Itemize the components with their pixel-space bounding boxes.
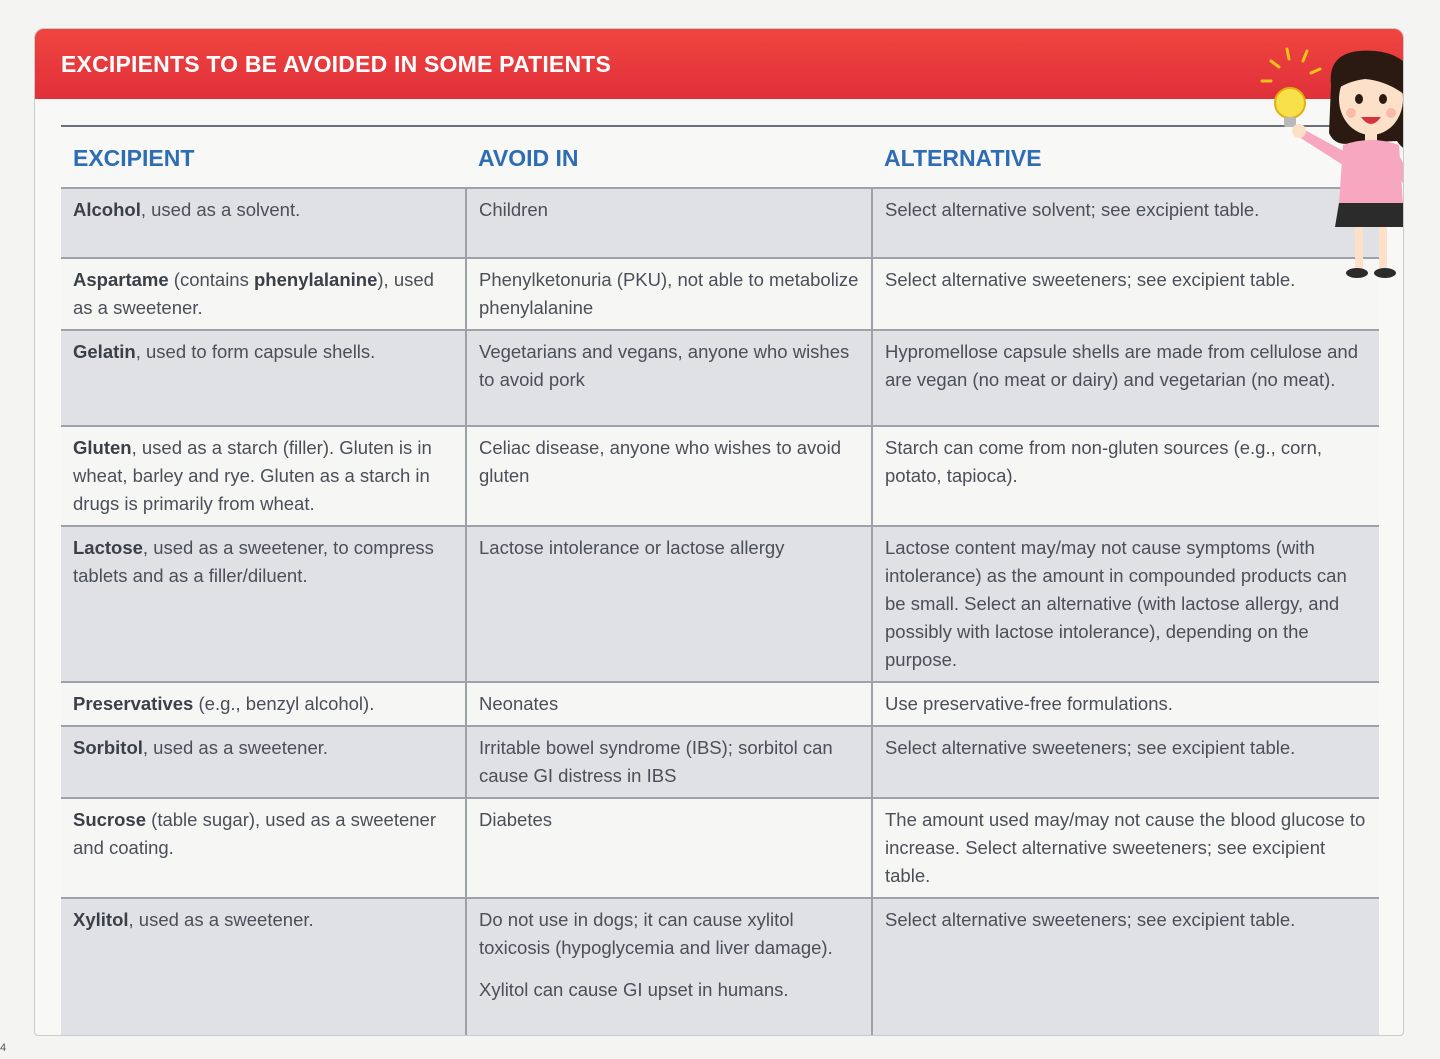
table-row: [61, 426, 1379, 526]
table-row: [61, 526, 1379, 682]
excipient-name: Xylitol: [73, 909, 129, 930]
excipient-desc: (contains: [168, 269, 254, 290]
excipient-name: Preservatives: [73, 693, 194, 714]
cell-excipient: [61, 798, 466, 898]
excipient-name: Gluten: [73, 437, 132, 458]
column-header-excipient: EXCIPIENT: [73, 145, 195, 171]
cell-avoid-in: Diabetes: [466, 798, 872, 898]
cell-alternative: Hypromellose capsule shells are made from cellulose and are vegan (no meat or dairy) and vegetarian (no meat).: [872, 330, 1379, 426]
page-number: 4: [0, 1042, 7, 1054]
cell-avoid-in: [466, 898, 872, 1036]
column-header-alternative: ALTERNATIVE: [884, 145, 1042, 171]
excipient-desc: (e.g., benzyl alcohol).: [193, 693, 375, 714]
cell-excipient: [61, 258, 466, 330]
lightbulb-rays-icon: [1262, 49, 1320, 81]
cell-avoid-in: Irritable bowel syndrome (IBS); sorbitol can cause GI distress in IBS: [466, 726, 872, 798]
table-row: [61, 188, 1379, 258]
table-row: [61, 898, 1379, 1036]
cell-avoid-in: Children: [466, 188, 872, 258]
cell-alternative: Select alternative sweeteners; see excipient table.: [872, 258, 1379, 330]
alternative-text: Select alternative solvent; see excipient table.: [885, 199, 1260, 220]
excipient-desc: , used as a starch (filler). Gluten is in wheat, barley and rye. Gluten as a starch in drugs is primarily from wheat.: [73, 437, 432, 514]
excipient-desc: ), used as a sweetener.: [73, 269, 434, 318]
excipient-component: phenylalanine: [254, 269, 378, 290]
excipient-desc: , used to form capsule shells.: [135, 341, 376, 362]
table-row: [61, 798, 1379, 898]
title-banner: [35, 29, 1403, 99]
cell-alternative: Lactose content may/may not cause symptoms (with intolerance) as the amount in compounded products can be small. Select an alternative (with lactose allergy, and possibly with lactose intolerance), depending on the purpose.: [872, 526, 1379, 682]
cell-alternative: Use preservative-free formulations.: [872, 682, 1379, 726]
excipient-desc: , used as a sweetener.: [142, 737, 329, 758]
excipients-table: [61, 129, 1379, 1036]
excipient-name: Aspartame: [73, 269, 169, 290]
avoid-text-secondary: Xylitol can cause GI upset in humans.: [479, 979, 789, 1000]
cell-excipient: [61, 188, 466, 258]
banner-title: EXCIPIENTS TO BE AVOIDED IN SOME PATIENTS: [61, 51, 612, 77]
cell-excipient: [61, 330, 466, 426]
cell-excipient: [61, 682, 466, 726]
lightbulb-icon: [1275, 88, 1305, 127]
excipient-name: Lactose: [73, 537, 143, 558]
cell-avoid-in: Phenylketonuria (PKU), not able to metabolize phenylalanine: [466, 258, 872, 330]
cell-excipient: [61, 526, 466, 682]
cell-alternative: The amount used may/may not cause the blood glucose to increase. Select alternative sweeteners; see excipient table.: [872, 798, 1379, 898]
table-top-rule: [61, 125, 1379, 127]
cell-excipient: [61, 898, 466, 1036]
table-row: [61, 682, 1379, 726]
cell-avoid-in: Celiac disease, anyone who wishes to avoid gluten: [466, 426, 872, 526]
excipient-name: Gelatin: [73, 341, 136, 362]
excipient-name: Sucrose: [73, 809, 147, 830]
cell-alternative: Starch can come from non-gluten sources (e.g., corn, potato, tapioca).: [872, 426, 1379, 526]
excipient-desc: (table sugar), used as a sweetener and coating.: [73, 809, 437, 858]
table-row: [61, 258, 1379, 330]
girl-lightbulb-illustration: [1257, 37, 1404, 285]
cell-avoid-in: Neonates: [466, 682, 872, 726]
excipient-name: Sorbitol: [73, 737, 143, 758]
excipient-desc: , used as a solvent.: [140, 199, 301, 220]
table-header-row: [61, 129, 1379, 188]
cell-excipient: [61, 426, 466, 526]
cell-avoid-in: Vegetarians and vegans, anyone who wishes to avoid pork: [466, 330, 872, 426]
excipient-name: Alcohol: [73, 199, 141, 220]
cell-excipient: [61, 726, 466, 798]
excipient-desc: , used as a sweetener, to compress tablets and as a filler/diluent.: [73, 537, 434, 586]
cell-alternative: Select alternative sweeteners; see excipient table.: [872, 726, 1379, 798]
avoid-text: Do not use in dogs; it can cause xylitol toxicosis (hypoglycemia and liver damage).: [479, 909, 833, 958]
table-row: [61, 726, 1379, 798]
column-header-avoid-in: AVOID IN: [478, 145, 579, 171]
cell-avoid-in: Lactose intolerance or lactose allergy: [466, 526, 872, 682]
excipients-card: [34, 28, 1404, 1036]
excipient-desc: , used as a sweetener.: [128, 909, 314, 930]
cell-alternative: Select alternative sweeteners; see excipient table.: [872, 898, 1379, 1036]
table-row: [61, 330, 1379, 426]
